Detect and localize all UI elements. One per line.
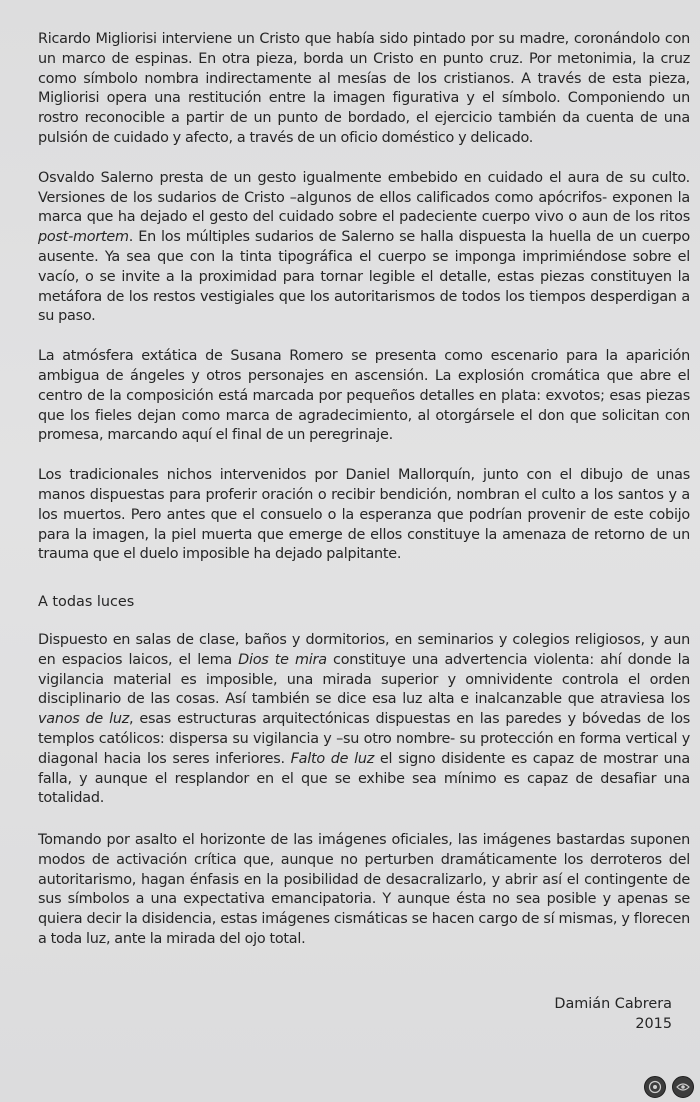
text-segment: Dispuesto en salas de clase, baños y dormitorios, en seminarios y colegios religiosos, y aun en espacios laicos, el lema [38, 631, 690, 668]
document-page [38, 30, 690, 950]
italic-phrase: post-mortem [38, 229, 129, 246]
paragraph-mallorquin [38, 466, 690, 565]
paragraph-migliorisi [38, 30, 690, 149]
text-segment: Los tradicionales nichos intervenidos por Daniel Mallorquín, junto con el dibujo de unas manos dispuestas para proferir oración o recibir bendición, nombran el culto a los santos y a los muertos. Pero antes que el consuelo o la esperanza que podrían provenir de este cobijo para la imagen, la piel muerta que emerge de ellos constituye la amenaza de retorno de un trauma que el duelo imposible ha dejado palpitante. [38, 467, 690, 563]
italic-phrase: Dios te mira [238, 651, 327, 668]
paragraph-imagenes-bastardas [38, 831, 690, 950]
watermark-logo-icon [644, 1076, 666, 1098]
paragraph-salerno [38, 169, 690, 327]
section-heading: A todas luces [38, 594, 135, 611]
author-name: Damián Cabrera [554, 996, 672, 1012]
signature-year: 2015 [635, 1016, 672, 1032]
text-segment: el signo disidente es capaz de mostrar una falla, y aunque el resplandor en el que se exhibe sea mínimo es capaz de desafiar una totalidad. [38, 750, 690, 807]
italic-phrase: vanos de luz [38, 711, 129, 728]
paragraph-romero [38, 347, 690, 446]
paragraph-dios-te-mira [38, 631, 690, 809]
text-segment: , esas estructuras arquitectónicas dispuestas en las paredes y bóvedas de los templos católicos: dispersa su vigilancia y –su otro nombre- su protección en forma vertical y diagonal hacia los seres inferiores. [38, 711, 690, 767]
watermark-eye-icon [672, 1076, 694, 1098]
text-segment: Osvaldo Salerno presta de un gesto igualmente embebido en cuidado el aura de su culto. Versiones de los sudarios de Cristo –algunos de ellos calificados como apócrifos- exponen la marca que ha dejado el gesto del cuidado sobre el padeciente cuerpo vivo o aun de los ritos [38, 169, 690, 226]
signature-block [554, 994, 672, 1034]
text-segment: . En los múltiples sudarios de Salerno se halla dispuesta la huella de un cuerpo ausente. Ya sea que con la tinta tipográfica el cuerpo se imponga imprimiéndose sobre el vacío, o se invite a la proximidad para tornar legible el detalle, estas piezas constituyen la metáfora de los restos vestigiales que los autoritarismos de todos los tiempos desperdigan a su paso. [38, 229, 690, 325]
italic-phrase: Falto de luz [290, 750, 375, 767]
text-segment: constituye una advertencia violenta: ahí donde la vigilancia material es imposible, una mirada superior y omnividente controla el orden disciplinario de las cosas. Así también se dice esa luz alta e inalcanzable que atraviesa los [38, 651, 690, 708]
corner-watermark [644, 1076, 694, 1098]
text-segment: Tomando por asalto el horizonte de las imágenes oficiales, las imágenes bastardas suponen modos de activación crítica que, aunque no perturben dramáticamente los derroteros del autoritarismo, hagan énfasis en la posibilidad de desacralizarlo, y abrir así el contingente de sus símbolos a una expectativa emancipatoria. Y aunque ésta no sea posible y apenas se quiera decir la disidencia, estas imágenes cismáticas se hacen cargo de sí mismas, y florecen a toda luz, ante la mirada del ojo total. [38, 832, 690, 948]
text-segment: La atmósfera extática de Susana Romero se presenta como escenario para la aparición ambigua de ángeles y otros personajes en ascensión. La explosión cromática que abre el centro de la composición está marcada por pequeños detalles en plata: exvotos; esas piezas que los fieles dejan como marca de agradecimiento, al otorgársele el don que solicitan con promesa, marcando aquí el final de un peregrinaje. [38, 348, 690, 444]
text-segment: Ricardo Migliorisi interviene un Cristo que había sido pintado por su madre, coronándolo con un marco de espinas. En otra pieza, borda un Cristo en punto cruz. Por metonimia, la cruz como símbolo nombra indirectamente al mesías de los cristianos. A través de esta pieza, Migliorisi opera una restitución entre la imagen figurativa y el símbolo. Componiendo un rostro reconocible a partir de un punto de bordado, el ejercicio también da cuenta de una pulsión de cuidado y afecto, a través de un oficio doméstico y delicado. [38, 31, 690, 146]
